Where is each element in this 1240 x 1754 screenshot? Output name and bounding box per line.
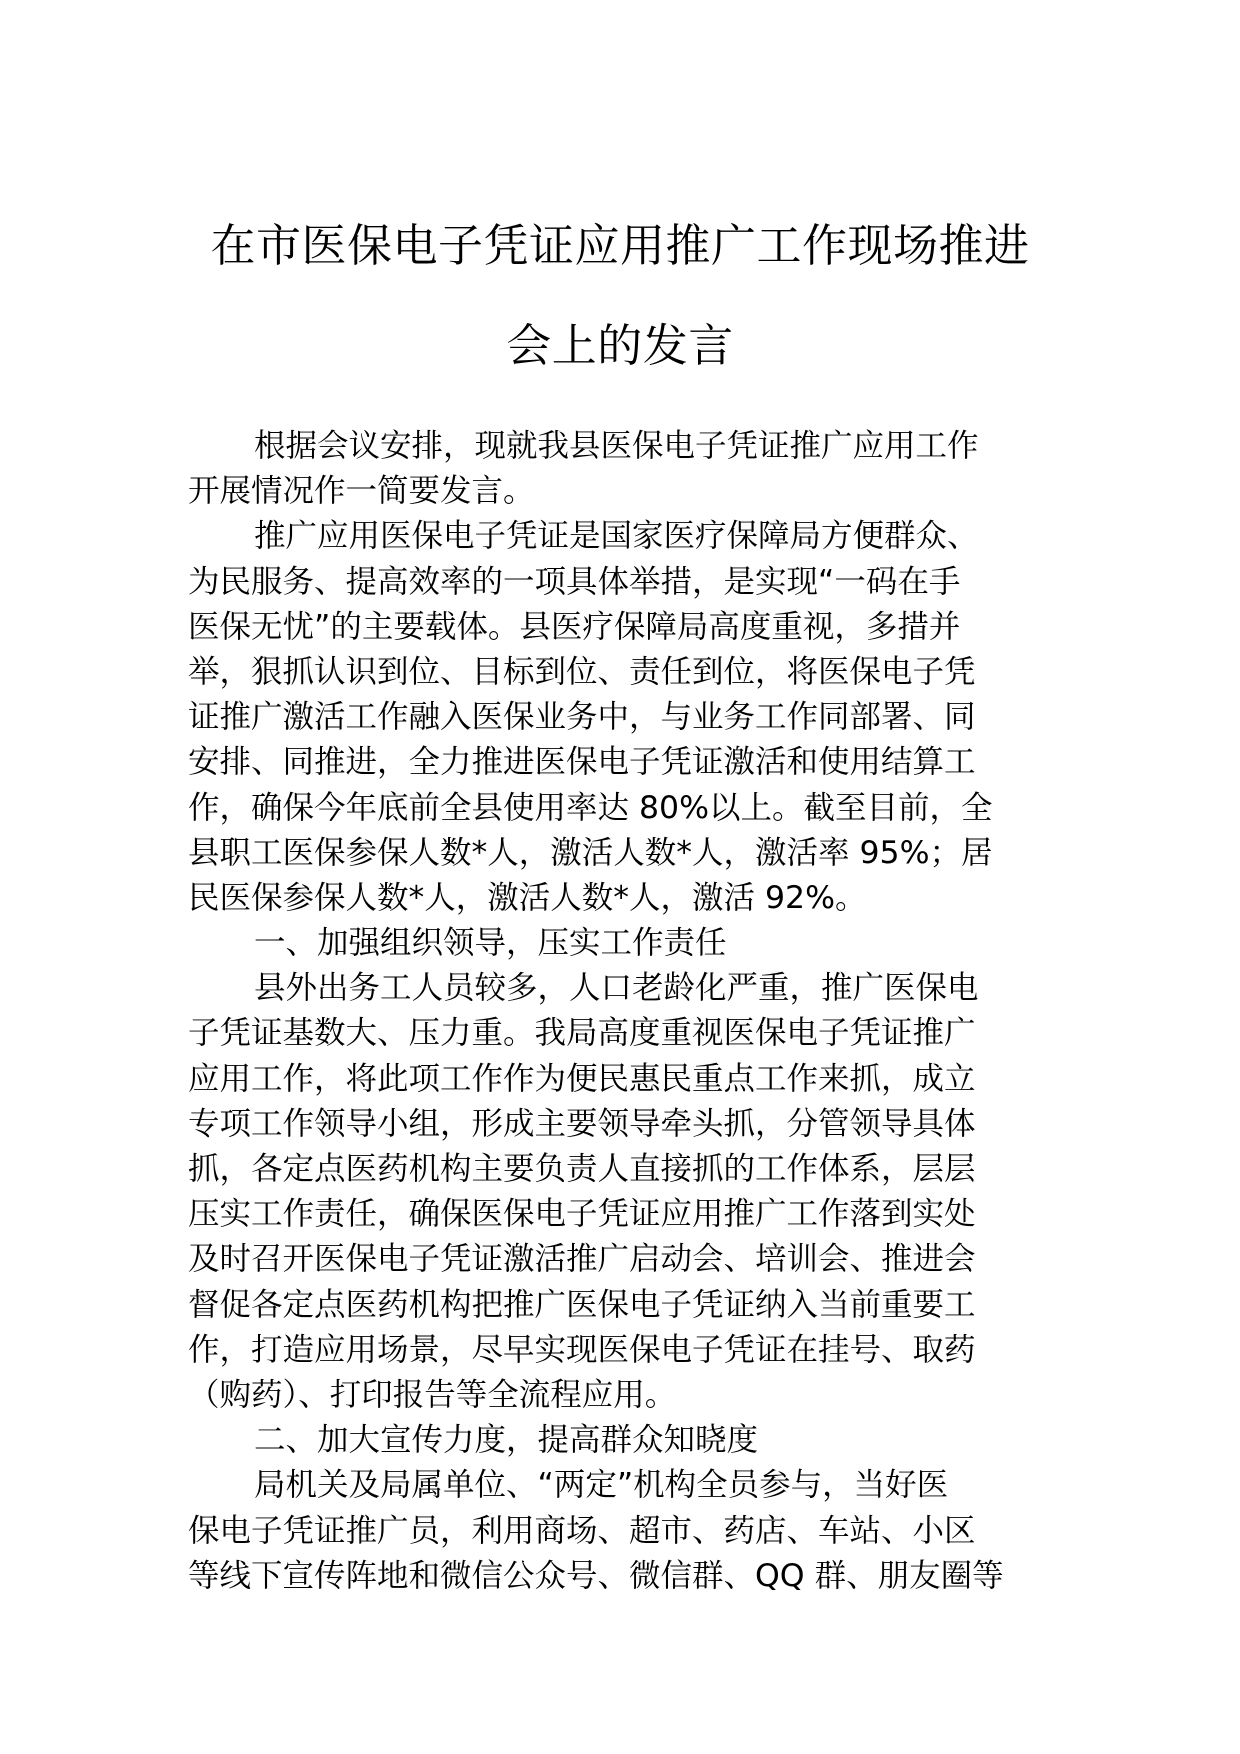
text-line: 压实工作责任，确保医保电子凭证应用推广工作落到实处 xyxy=(188,1196,976,1233)
text-line: 作，打造应用场景，尽早实现医保电子凭证在挂号、取药 xyxy=(188,1331,976,1368)
text-line: 局机关及局属单位、“两定”机构全员参与，当好医 xyxy=(254,1467,949,1504)
document-body xyxy=(188,424,1058,1599)
paragraph xyxy=(188,424,1058,514)
section-heading xyxy=(188,1418,1058,1463)
paragraph xyxy=(188,514,1058,921)
text-line: 等线下宣传阵地和微信公众号、微信群、QQ 群、朋友圈等 xyxy=(188,1557,1004,1594)
text-line: 开展情况作一简要发言。 xyxy=(188,473,535,510)
text-line: 应用工作，将此项工作作为便民惠民重点工作来抓，成立 xyxy=(188,1060,976,1097)
section-heading xyxy=(188,921,1058,966)
text-line: 及时召开医保电子凭证激活推广启动会、培训会、推进会 xyxy=(188,1241,976,1278)
text-line: 一、加强组织领导，压实工作责任 xyxy=(254,925,727,962)
text-line: 县外出务工人员较多，人口老龄化严重，推广医保电 xyxy=(254,970,979,1007)
text-line: 医保无忧”的主要载体。县医疗保障局高度重视，多措并 xyxy=(188,608,961,645)
title-line: 在市医保电子凭证应用推广工作现场推进 xyxy=(210,219,1030,272)
title-line: 会上的发言 xyxy=(506,319,734,372)
text-line: 证推广激活工作融入医保业务中，与业务工作同部署、同 xyxy=(188,699,976,736)
text-line: 为民服务、提高效率的一项具体举措，是实现“一码在手 xyxy=(188,563,961,600)
text-line: 督促各定点医药机构把推广医保电子凭证纳入当前重要工 xyxy=(188,1286,976,1323)
text-line: 二、加大宣传力度，提高群众知晓度 xyxy=(254,1422,759,1459)
text-line: 保电子凭证推广员，利用商场、超市、药店、车站、小区 xyxy=(188,1512,976,1549)
document-title xyxy=(185,196,1055,396)
text-line: 推广应用医保电子凭证是国家医疗保障局方便群众、 xyxy=(254,518,979,555)
text-line: 县职工医保参保人数*人，激活人数*人，激活率 95%；居 xyxy=(188,834,993,871)
text-line: 子凭证基数大、压力重。我局高度重视医保电子凭证推广 xyxy=(188,1015,976,1052)
text-line: （购药）、打印报告等全流程应用。 xyxy=(188,1376,677,1413)
text-line: 举，狠抓认识到位、目标到位、责任到位，将医保电子凭 xyxy=(188,653,976,690)
text-line: 民医保参保人数*人，激活人数*人，激活 92%。 xyxy=(188,879,867,916)
text-line: 安排、同推进，全力推进医保电子凭证激活和使用结算工 xyxy=(188,744,976,781)
paragraph xyxy=(188,1463,1058,1599)
text-line: 根据会议安排，现就我县医保电子凭证推广应用工作 xyxy=(254,428,979,464)
text-line: 作，确保今年底前全县使用率达 80%以上。截至目前，全 xyxy=(188,789,993,826)
text-line: 专项工作领导小组，形成主要领导牵头抓，分管领导具体 xyxy=(188,1105,976,1142)
text-line: 抓，各定点医药机构主要负责人直接抓的工作体系，层层 xyxy=(188,1151,976,1187)
paragraph xyxy=(188,966,1058,1418)
